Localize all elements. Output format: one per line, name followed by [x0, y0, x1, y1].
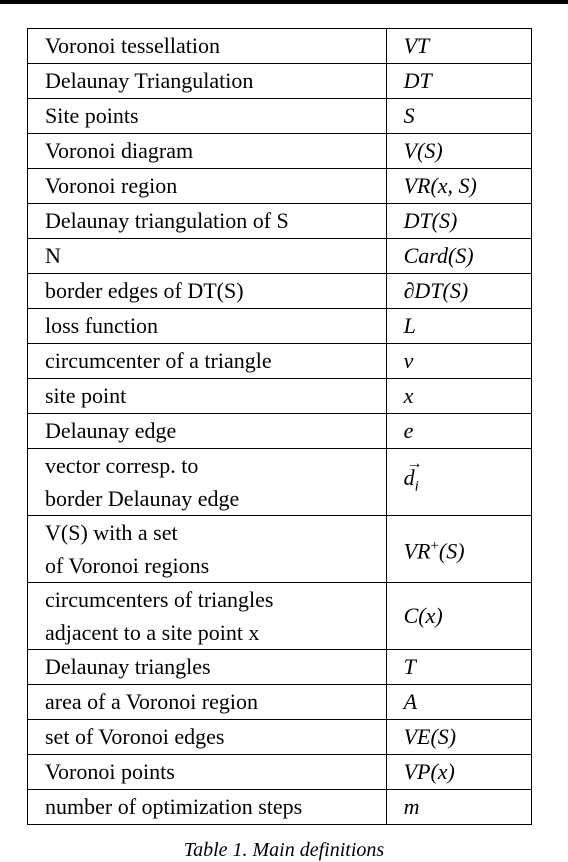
symbol-cell: x	[386, 379, 531, 414]
table-row	[28, 685, 532, 720]
term-line: vector corresp. to	[45, 453, 199, 478]
term-cell: set of Voronoi edges	[28, 720, 387, 755]
table-row	[28, 134, 532, 169]
term-cell: Voronoi region	[28, 169, 387, 204]
table-row	[28, 583, 532, 650]
term-cell: Delaunay Triangulation	[28, 64, 387, 99]
symbol-cell: DT	[386, 64, 531, 99]
symbol-cell: v	[386, 344, 531, 379]
table-row	[28, 720, 532, 755]
table-row	[28, 204, 532, 239]
symbol-cell: e	[386, 414, 531, 449]
term-line: of Voronoi regions	[45, 553, 210, 578]
table-caption: Table 1. Main definitions	[183, 839, 385, 861]
symbol-cell: L	[386, 309, 531, 344]
table-row	[28, 650, 532, 685]
term-line: V(S) with a set	[45, 520, 178, 545]
vector-symbol: → $d_i$	[404, 462, 419, 502]
top-rule	[0, 0, 568, 4]
table-row	[28, 790, 532, 825]
symbol-cell: Card(S)	[386, 239, 531, 274]
term-cell: Voronoi diagram	[28, 134, 387, 169]
term-cell: Delaunay triangulation of S	[28, 204, 387, 239]
notation-table	[27, 28, 532, 825]
table-row	[28, 755, 532, 790]
term-cell: area of a Voronoi region	[28, 685, 387, 720]
table-row	[28, 274, 532, 309]
symbol-cell: VR+(S)	[386, 516, 531, 583]
term-cell: circumcenter of a triangle	[28, 344, 387, 379]
symbol-cell: VR(x, S)	[386, 169, 531, 204]
symbol-cell: DT(S)	[386, 204, 531, 239]
symbol-cell: VT	[386, 29, 531, 64]
symbol-cell: S	[386, 99, 531, 134]
term-line: border Delaunay edge	[45, 486, 240, 511]
term-cell: Site points	[28, 99, 387, 134]
table-row	[28, 449, 532, 516]
table-row	[28, 414, 532, 449]
term-cell	[28, 516, 387, 583]
table-row	[28, 239, 532, 274]
symbol-cell: V(S)	[386, 134, 531, 169]
term-cell: site point	[28, 379, 387, 414]
term-cell: N	[28, 239, 387, 274]
term-cell: Delaunay edge	[28, 414, 387, 449]
symbol-cell: A	[386, 685, 531, 720]
symbol-cell: T	[386, 650, 531, 685]
symbol-cell: VE(S)	[386, 720, 531, 755]
term-cell: Delaunay triangles	[28, 650, 387, 685]
term-cell: Voronoi points	[28, 755, 387, 790]
term-line: circumcenters of triangles	[45, 587, 274, 612]
term-cell: number of optimization steps	[28, 790, 387, 825]
symbol-cell: VP(x)	[386, 755, 531, 790]
symbol-cell	[386, 449, 531, 516]
symbol-cell: C(x)	[386, 583, 531, 650]
term-cell	[28, 583, 387, 650]
table-row	[28, 64, 532, 99]
table-row	[28, 309, 532, 344]
term-line: adjacent to a site point x	[45, 620, 260, 645]
table-row	[28, 516, 532, 583]
table-row	[28, 169, 532, 204]
symbol-cell: m	[386, 790, 531, 825]
term-cell: loss function	[28, 309, 387, 344]
table-row	[28, 29, 532, 64]
table-row	[28, 344, 532, 379]
table-row	[28, 99, 532, 134]
symbol-cell: ∂DT(S)	[386, 274, 531, 309]
table-row	[28, 379, 532, 414]
term-cell	[28, 449, 387, 516]
term-cell: Voronoi tessellation	[28, 29, 387, 64]
term-cell: border edges of DT(S)	[28, 274, 387, 309]
vector-arrow-icon: →	[406, 454, 423, 472]
